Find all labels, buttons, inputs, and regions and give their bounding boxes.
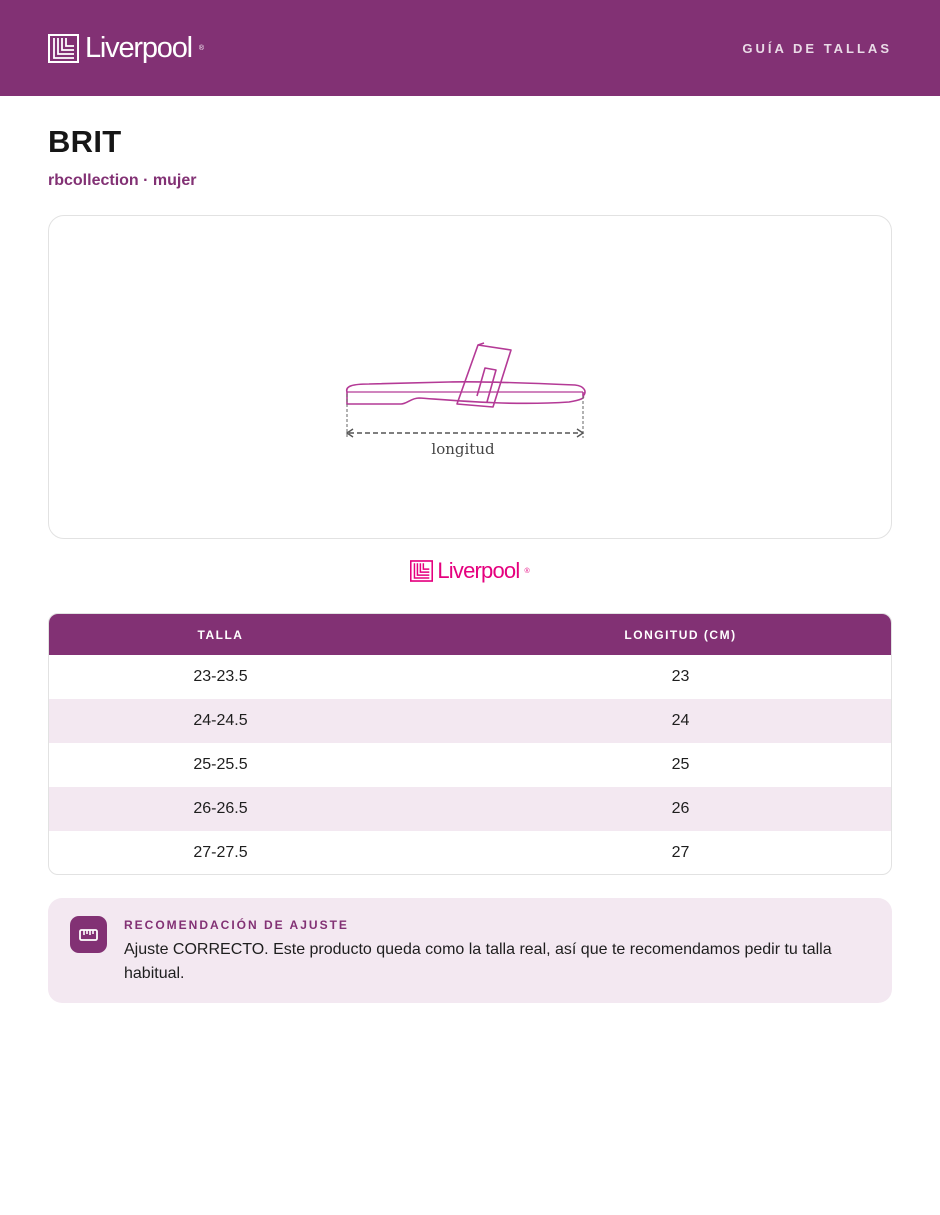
product-title: BRIT xyxy=(48,124,122,159)
measurement-image-card xyxy=(48,215,892,539)
table-row xyxy=(49,787,891,831)
length-cell: 25 xyxy=(671,756,690,773)
table-row xyxy=(49,699,891,743)
length-label: longitud xyxy=(431,440,495,458)
sandal-diagram xyxy=(329,336,609,466)
length-cell: 26 xyxy=(671,800,690,817)
table-row xyxy=(49,743,891,787)
size-cell: 25-25.5 xyxy=(193,756,248,773)
liverpool-logo-small-icon xyxy=(410,560,433,582)
size-cell: 24-24.5 xyxy=(193,712,248,729)
size-cell: 26-26.5 xyxy=(193,800,248,817)
length-cell: 24 xyxy=(671,712,690,729)
fit-recommendation-box xyxy=(48,898,892,1003)
logo-wordmark-small: Liverpool xyxy=(437,558,520,583)
table-row xyxy=(49,655,891,699)
liverpool-logo[interactable] xyxy=(48,31,205,64)
center-logo-wrap xyxy=(0,560,940,582)
liverpool-logo-icon xyxy=(48,34,79,63)
size-cell: 23-23.5 xyxy=(193,668,248,685)
table-header-row xyxy=(49,614,891,655)
ruler-icon xyxy=(70,916,107,953)
registered-mark-small: ® xyxy=(524,567,530,575)
registered-mark: ® xyxy=(198,44,205,52)
size-cell: 27-27.5 xyxy=(193,844,248,861)
table-row xyxy=(49,831,891,875)
column-header-size: TALLA xyxy=(197,627,244,642)
recommendation-text: Ajuste CORRECTO. Este producto queda como la talla real, así que te recomendamos pedir tu talla habitual. xyxy=(124,941,832,982)
length-cell: 27 xyxy=(671,844,690,861)
size-table xyxy=(48,613,892,875)
liverpool-logo-small xyxy=(410,560,529,582)
length-cell: 23 xyxy=(671,668,690,685)
logo-wordmark: Liverpool xyxy=(85,31,192,64)
column-header-length: LONGITUD (CM) xyxy=(624,627,737,642)
header-bar xyxy=(0,0,940,96)
product-subtitle: rbcollection · mujer xyxy=(48,172,197,189)
size-guide-link[interactable]: GUÍA DE TALLAS xyxy=(742,40,892,56)
recommendation-label: RECOMENDACIÓN DE AJUSTE xyxy=(124,918,349,932)
